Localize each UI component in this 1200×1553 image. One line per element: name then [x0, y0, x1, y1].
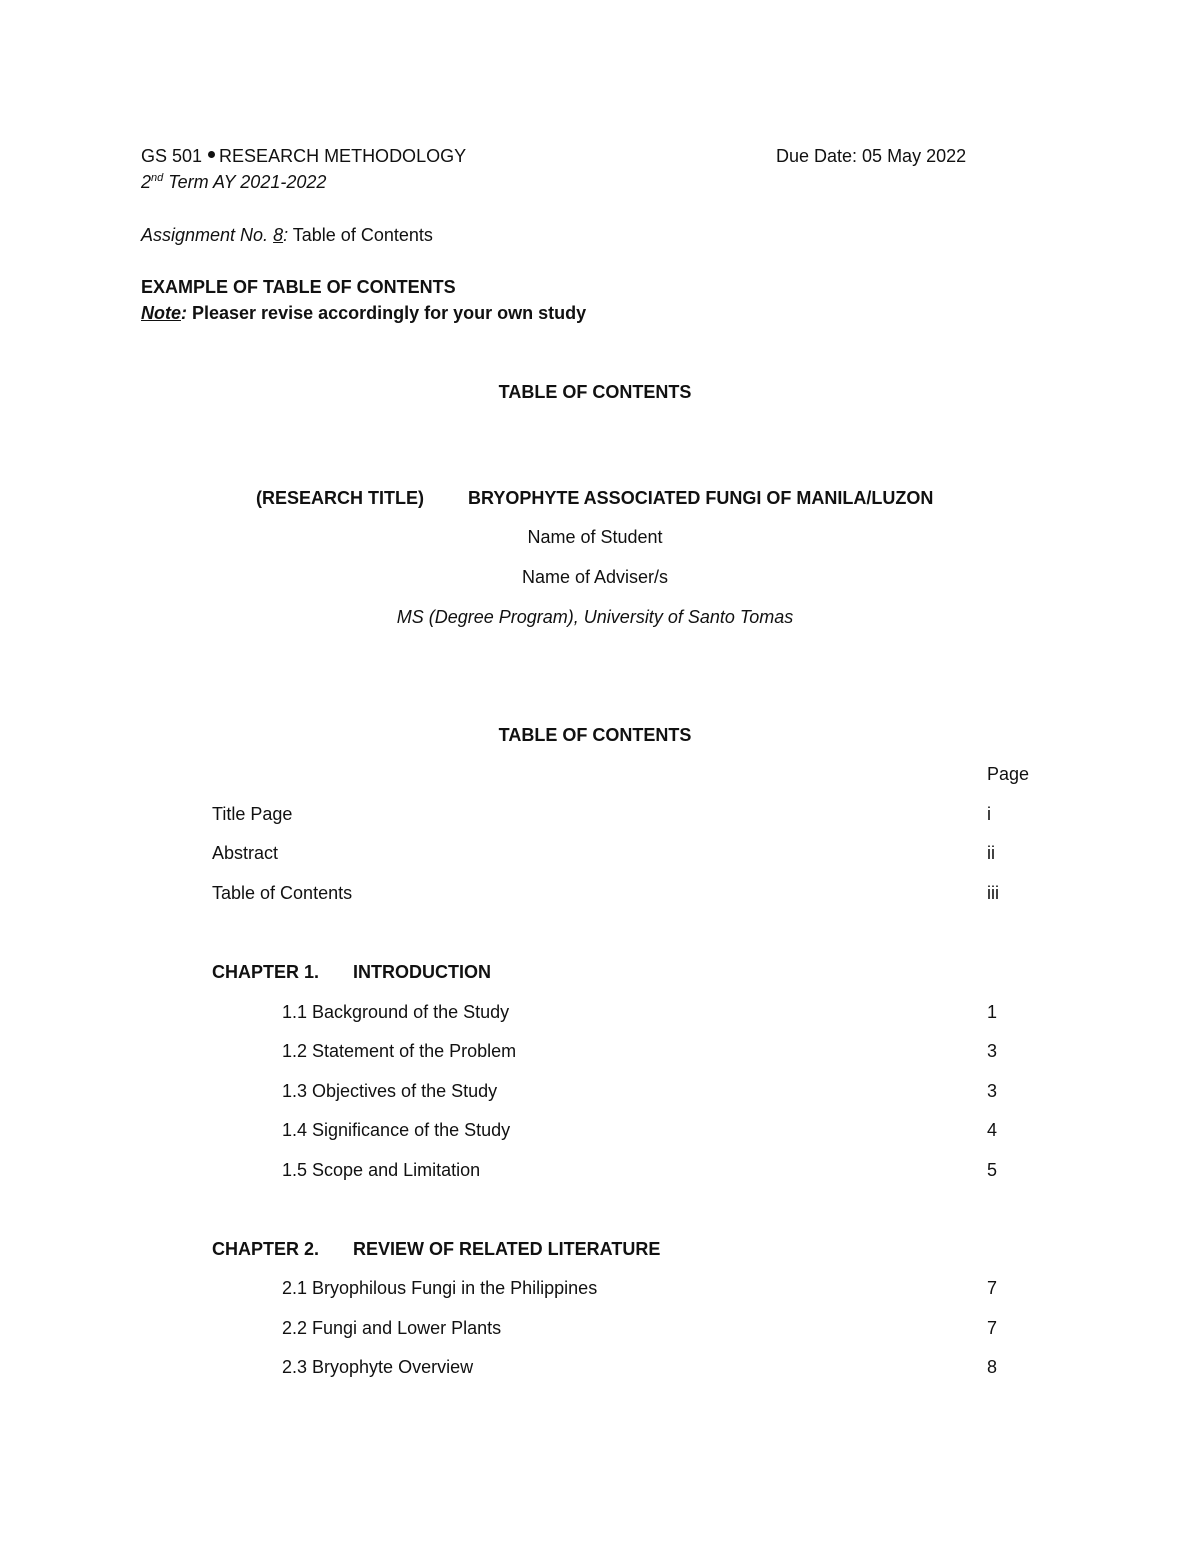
note-colon: : [181, 303, 187, 323]
section-label: 2.3 Bryophyte Overview [282, 1357, 474, 1377]
assignment-number: 8 [273, 225, 284, 245]
chapter-title: INTRODUCTION [353, 962, 491, 982]
toc-entry-page: i [987, 804, 991, 824]
note-text: Pleaser revise accordingly for your own study [187, 303, 587, 323]
student-name: Name of Student [527, 527, 663, 547]
note-label: Note [141, 303, 181, 323]
course-line [141, 144, 466, 168]
research-title: BRYOPHYTE ASSOCIATED FUNGI OF MANILA/LUZON [468, 488, 934, 508]
section-page: 1 [987, 1002, 998, 1022]
assignment-line [141, 223, 433, 247]
example-heading: EXAMPLE OF TABLE OF CONTENTS [141, 277, 456, 297]
section-page: 7 [987, 1318, 998, 1338]
course-title: RESEARCH METHODOLOGY [219, 146, 467, 166]
toc-entry-label: Abstract [212, 843, 279, 863]
toc-heading-1: TABLE OF CONTENTS [498, 382, 692, 402]
section-page: 5 [987, 1160, 998, 1180]
toc-entry-label: Title Page [212, 804, 293, 824]
chapter-number: CHAPTER 2. [212, 1239, 320, 1259]
section-page: 3 [987, 1081, 998, 1101]
section-label: 2.2 Fungi and Lower Plants [282, 1318, 502, 1338]
due-date: Due Date: 05 May 2022 [776, 146, 967, 166]
page-column-label: Page [987, 764, 1030, 784]
research-title-label: (RESEARCH TITLE) [256, 488, 424, 508]
section-page: 7 [987, 1278, 998, 1298]
toc-entry-label: Table of Contents [212, 883, 353, 903]
bullet-icon [208, 151, 215, 158]
toc-entry-page: ii [987, 843, 995, 863]
term-number: 2 [141, 172, 152, 192]
adviser-name: Name of Adviser/s [521, 567, 669, 587]
degree-program: MS (Degree Program), University of Santo Tomas [396, 607, 794, 627]
section-page: 3 [987, 1041, 998, 1061]
assignment-colon: : [283, 225, 289, 245]
section-page: 8 [987, 1357, 998, 1377]
assignment-title: Table of Contents [288, 225, 433, 245]
note-line [141, 301, 586, 325]
course-code: GS 501 [141, 146, 203, 166]
toc-entry-page: iii [987, 883, 999, 903]
section-label: 1.4 Significance of the Study [282, 1120, 511, 1140]
section-label: 1.1 Background of the Study [282, 1002, 510, 1022]
section-label: 1.5 Scope and Limitation [282, 1160, 481, 1180]
assignment-prefix: Assignment No. [141, 225, 274, 245]
term-text: Term AY 2021-2022 [163, 172, 327, 192]
toc-heading-2: TABLE OF CONTENTS [498, 725, 692, 745]
term-line [141, 170, 326, 194]
section-label: 1.3 Objectives of the Study [282, 1081, 498, 1101]
section-label: 1.2 Statement of the Problem [282, 1041, 517, 1061]
term-ordinal: nd [151, 172, 164, 184]
chapter-title: REVIEW OF RELATED LITERATURE [353, 1239, 661, 1259]
section-label: 2.1 Bryophilous Fungi in the Philippines [282, 1278, 598, 1298]
section-page: 4 [987, 1120, 998, 1140]
chapter-number: CHAPTER 1. [212, 962, 320, 982]
